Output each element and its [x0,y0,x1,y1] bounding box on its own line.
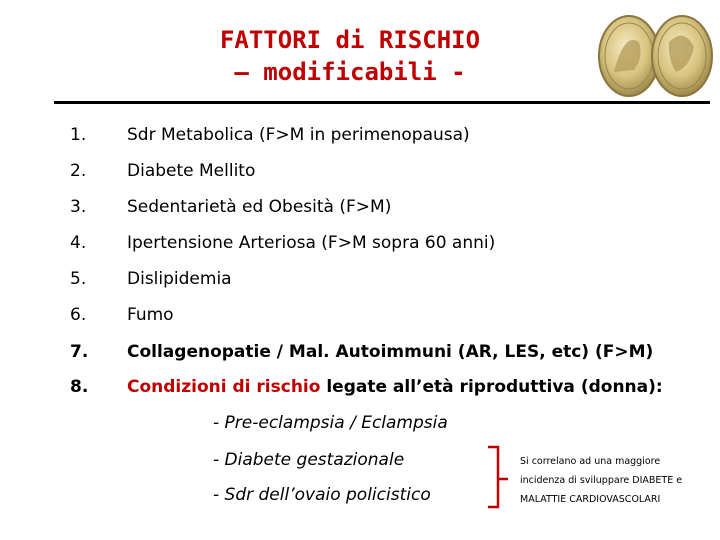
bracket-icon [486,445,512,509]
list-item-text: Diabete Mellito [127,161,256,181]
list-item-text: Sdr Metabolica (F>M in perimenopausa) [127,125,470,145]
list-item-number: 1. [70,125,87,145]
list-item-number: 7. [70,342,89,362]
title-divider [54,101,710,104]
list-item-text: Sedentarietà ed Obesità (F>M) [127,197,392,217]
list-item-text-rest: legate all’età riproduttiva (donna): [320,377,663,397]
note-line: incidenza di sviluppare DIABETE e [520,475,683,486]
list-item-text: Collagenopatie / Mal. Autoimmuni (AR, LES, etc) (F>M) [127,342,654,362]
sub-list-item: - Pre-eclampsia / Eclampsia [213,413,448,433]
highlighted-text: Condizioni di rischio [127,377,321,397]
note-line: MALATTIE CARDIOVASCOLARI [520,494,661,505]
list-item-number: 5. [70,269,87,289]
sub-list-item: - Sdr dell’ovaio policistico [213,485,431,505]
list-item-text: Ipertensione Arteriosa (F>M sopra 60 anni) [127,233,496,253]
sub-list-item: - Diabete gestazionale [213,450,405,470]
list-item-number: 6. [70,305,87,325]
list-item-text: Fumo [127,305,174,325]
list-item-number: 8. [70,377,89,397]
page-title-line-1: FATTORI di RISCHIO [219,26,481,54]
page-title-line-2: – modificabili - [234,58,466,86]
note-line: Si correlano ad una maggiore [520,456,661,467]
list-item-text: Dislipidemia [127,269,232,289]
medal-coins-image [594,12,718,100]
list-item-number: 3. [70,197,87,217]
list-item-number: 4. [70,233,87,253]
list-item-number: 2. [70,161,87,181]
list-item-text [127,376,663,398]
